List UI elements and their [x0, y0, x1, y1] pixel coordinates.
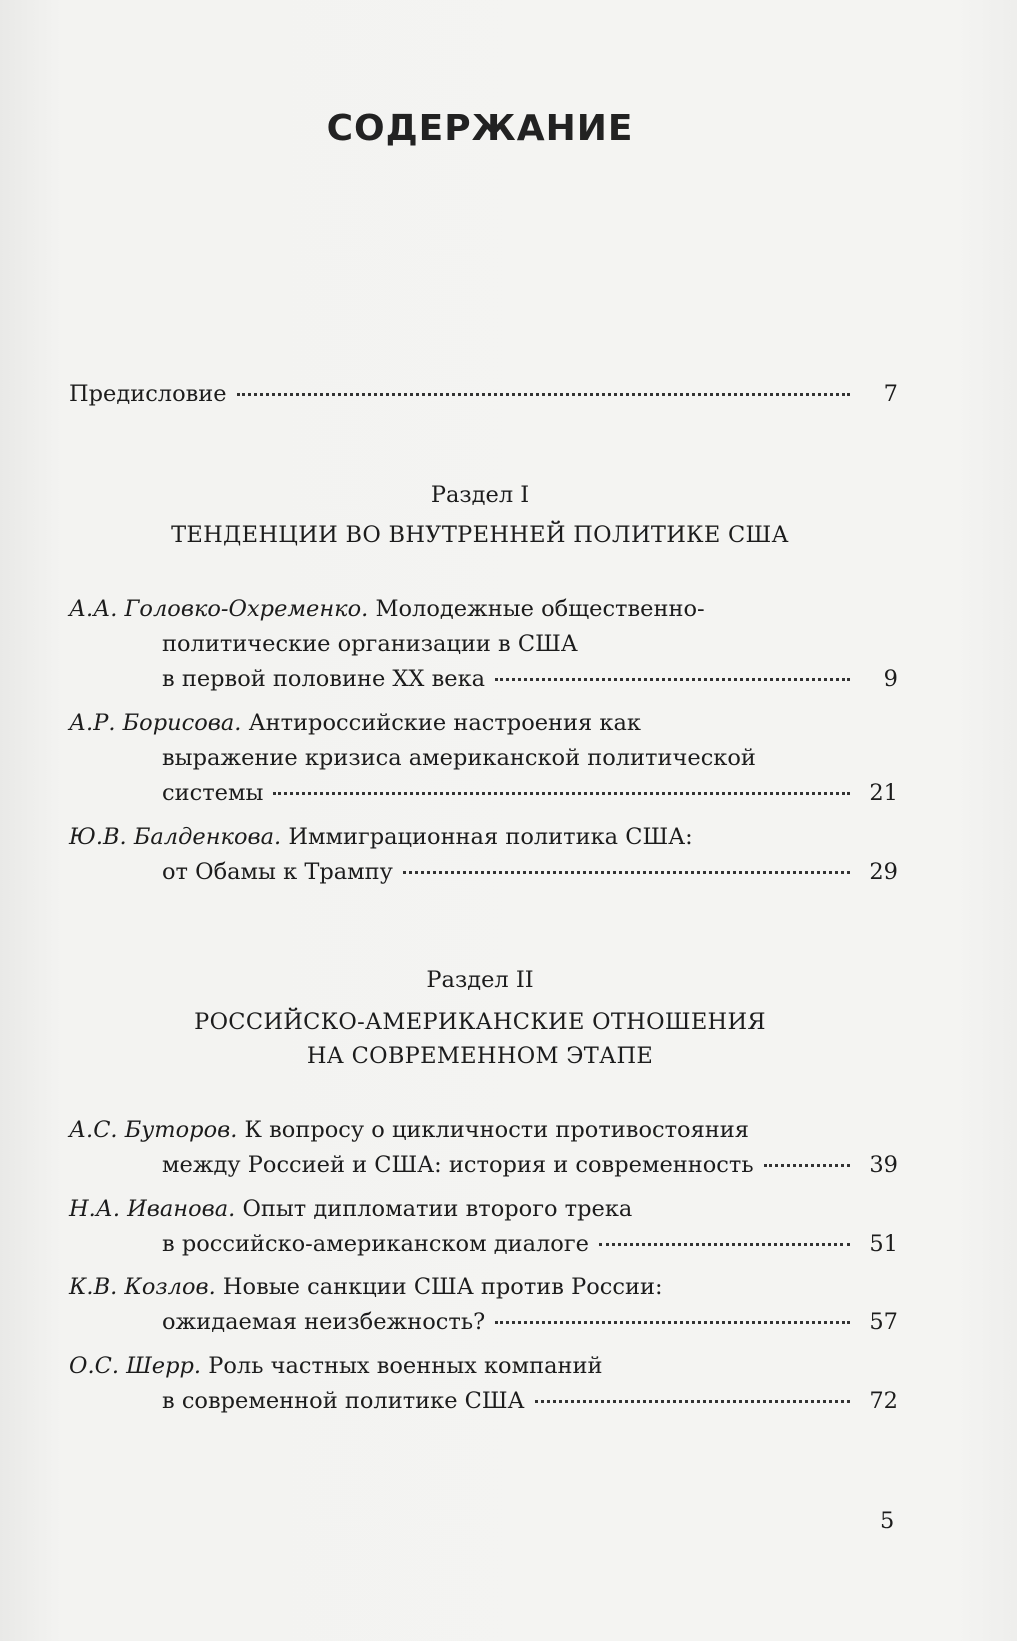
- section-title: ТЕНДЕНЦИИ ВО ВНУТРЕННЕЙ ПОЛИТИКЕ США: [171, 522, 789, 548]
- toc-entry-preface: [69, 377, 898, 411]
- toc-entry-first-line: [69, 1270, 663, 1304]
- toc-entry-first-line: [69, 706, 641, 740]
- toc-entry-last-line: [162, 1384, 898, 1418]
- entry-title-line: ожидаемая неизбежность?: [162, 1309, 486, 1335]
- entry-title-line: системы: [162, 780, 264, 806]
- dot-leader: [403, 871, 850, 874]
- toc-entry-last-line: [162, 776, 898, 810]
- dot-leader: [599, 1243, 850, 1246]
- toc-entry-label: Предисловие: [69, 381, 227, 407]
- toc-page-number: 51: [869, 1231, 898, 1257]
- dot-leader: [495, 1321, 850, 1324]
- dot-leader: [764, 1164, 850, 1167]
- toc-page-number: 7: [883, 381, 898, 407]
- toc-page-number: 57: [869, 1309, 898, 1335]
- dot-leader: [237, 393, 850, 396]
- entry-title-line: Опыт дипломатии второго трека: [242, 1196, 633, 1222]
- toc-entry-first-line: [69, 1113, 749, 1147]
- toc-entry-first-line: [69, 1349, 602, 1383]
- entry-author: Н.А. Иванова.: [69, 1196, 236, 1222]
- page-title: СОДЕРЖАНИЕ: [326, 108, 634, 149]
- page-number: 5: [880, 1508, 895, 1534]
- toc-page-number: 29: [869, 859, 898, 885]
- entry-author: Ю.В. Балденкова.: [69, 824, 282, 850]
- dot-leader: [535, 1400, 850, 1403]
- toc-page-number: 21: [869, 780, 898, 806]
- entry-title-line: в первой половине XX века: [162, 666, 486, 692]
- entry-title-line: в российско-американском диалоге: [162, 1231, 589, 1257]
- entry-title-line: Антироссийские настроения как: [248, 710, 641, 736]
- toc-page-number: 39: [869, 1152, 898, 1178]
- entry-title-line: выражение кризиса американской политической: [162, 745, 756, 771]
- toc-entry-first-line: [69, 592, 705, 626]
- toc-entry-last-line: [162, 1305, 898, 1339]
- toc-page-number: 72: [869, 1388, 898, 1414]
- section-label: Раздел II: [426, 967, 534, 993]
- entry-title-line: Молодежные общественно-: [375, 596, 705, 622]
- toc-entry-last-line: [162, 1148, 898, 1182]
- entry-title-line: К вопросу о цикличности противостояния: [244, 1117, 749, 1143]
- section-title: НА СОВРЕМЕННОМ ЭТАПЕ: [306, 1043, 654, 1069]
- toc-entry-first-line: [69, 1192, 632, 1226]
- entry-title-line: Роль частных военных компаний: [208, 1353, 603, 1379]
- toc-entry-first-line: [69, 820, 693, 854]
- entry-title-line: политические организации в США: [162, 631, 578, 657]
- section-title: РОССИЙСКО-АМЕРИКАНСКИЕ ОТНОШЕНИЯ: [194, 1009, 766, 1035]
- section-label: Раздел I: [430, 482, 530, 508]
- entry-title-line: Новые санкции США против России:: [222, 1274, 663, 1300]
- entry-title-line: в современной политике США: [162, 1388, 525, 1414]
- dot-leader: [273, 792, 850, 795]
- entry-title-line: Иммиграционная политика США:: [288, 824, 693, 850]
- entry-author: О.С. Шерр.: [69, 1353, 202, 1379]
- entry-title-line: от Обамы к Трампу: [162, 859, 393, 885]
- entry-author: А.А. Головко-Охременко.: [69, 596, 369, 622]
- entry-author: К.В. Козлов.: [69, 1274, 216, 1300]
- entry-author: А.С. Буторов.: [69, 1117, 238, 1143]
- dot-leader: [495, 678, 850, 681]
- entry-title-line: между Россией и США: история и современность: [162, 1152, 754, 1178]
- toc-entry-last-line: [162, 662, 898, 696]
- toc-entry-last-line: [162, 855, 898, 889]
- toc-page-number: 9: [883, 666, 898, 692]
- toc-entry-last-line: [162, 1227, 898, 1261]
- entry-author: А.Р. Борисова.: [69, 710, 242, 736]
